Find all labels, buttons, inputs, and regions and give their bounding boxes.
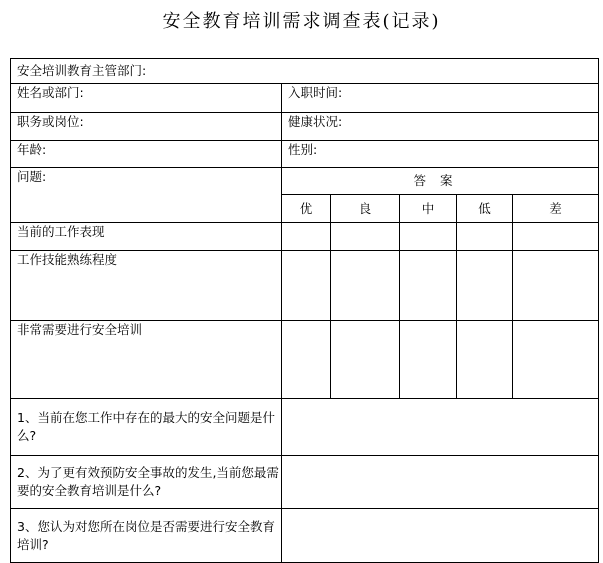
rating-cell[interactable] <box>400 251 457 321</box>
rating-cell[interactable] <box>331 321 400 399</box>
rating-cell[interactable] <box>457 223 513 251</box>
survey-form-table <box>10 58 599 563</box>
rating-column-medium: 中 <box>400 195 457 223</box>
open-answer-1[interactable] <box>282 399 599 456</box>
rating-column-excellent: 优 <box>282 195 331 223</box>
rating-column-good: 良 <box>331 195 400 223</box>
hire-date-field[interactable]: 入职时间: <box>282 84 599 113</box>
rating-cell[interactable] <box>282 223 331 251</box>
rating-row-skill-proficiency: 工作技能熟练程度 <box>11 251 282 321</box>
open-question-2: 2、为了更有效预防安全事故的发生,当前您最需要的安全教育培训是什么? <box>11 456 282 509</box>
rating-cell[interactable] <box>513 223 599 251</box>
title-or-position-field[interactable]: 职务或岗位: <box>11 113 282 141</box>
rating-row-current-performance: 当前的工作表现 <box>11 223 282 251</box>
open-answer-3[interactable] <box>282 509 599 563</box>
rating-cell[interactable] <box>457 251 513 321</box>
rating-cell[interactable] <box>513 251 599 321</box>
health-status-field[interactable]: 健康状况: <box>282 113 599 141</box>
rating-cell[interactable] <box>282 251 331 321</box>
open-question-1: 1、当前在您工作中存在的最大的安全问题是什么? <box>11 399 282 456</box>
answer-header-text: 答案 <box>413 173 467 188</box>
rating-cell[interactable] <box>457 321 513 399</box>
open-question-3: 3、您认为对您所在岗位是否需要进行安全教育培训? <box>11 509 282 563</box>
rating-cell[interactable] <box>400 321 457 399</box>
open-answer-2[interactable] <box>282 456 599 509</box>
rating-cell[interactable] <box>400 223 457 251</box>
rating-cell[interactable] <box>282 321 331 399</box>
question-label: 问题: <box>11 168 282 223</box>
document-title: 安全教育培训需求调查表(记录) <box>162 11 441 32</box>
age-field[interactable]: 年龄: <box>11 141 282 168</box>
rating-row-training-needed: 非常需要进行安全培训 <box>11 321 282 399</box>
gender-field[interactable]: 性别: <box>282 141 599 168</box>
rating-column-low: 低 <box>457 195 513 223</box>
answer-header <box>282 168 599 195</box>
rating-cell[interactable] <box>331 251 400 321</box>
department-supervisor-field[interactable]: 安全培训教育主管部门: <box>11 59 599 84</box>
rating-column-poor: 差 <box>513 195 599 223</box>
name-or-department-field[interactable]: 姓名或部门: <box>11 84 282 113</box>
rating-cell[interactable] <box>331 223 400 251</box>
rating-cell[interactable] <box>513 321 599 399</box>
